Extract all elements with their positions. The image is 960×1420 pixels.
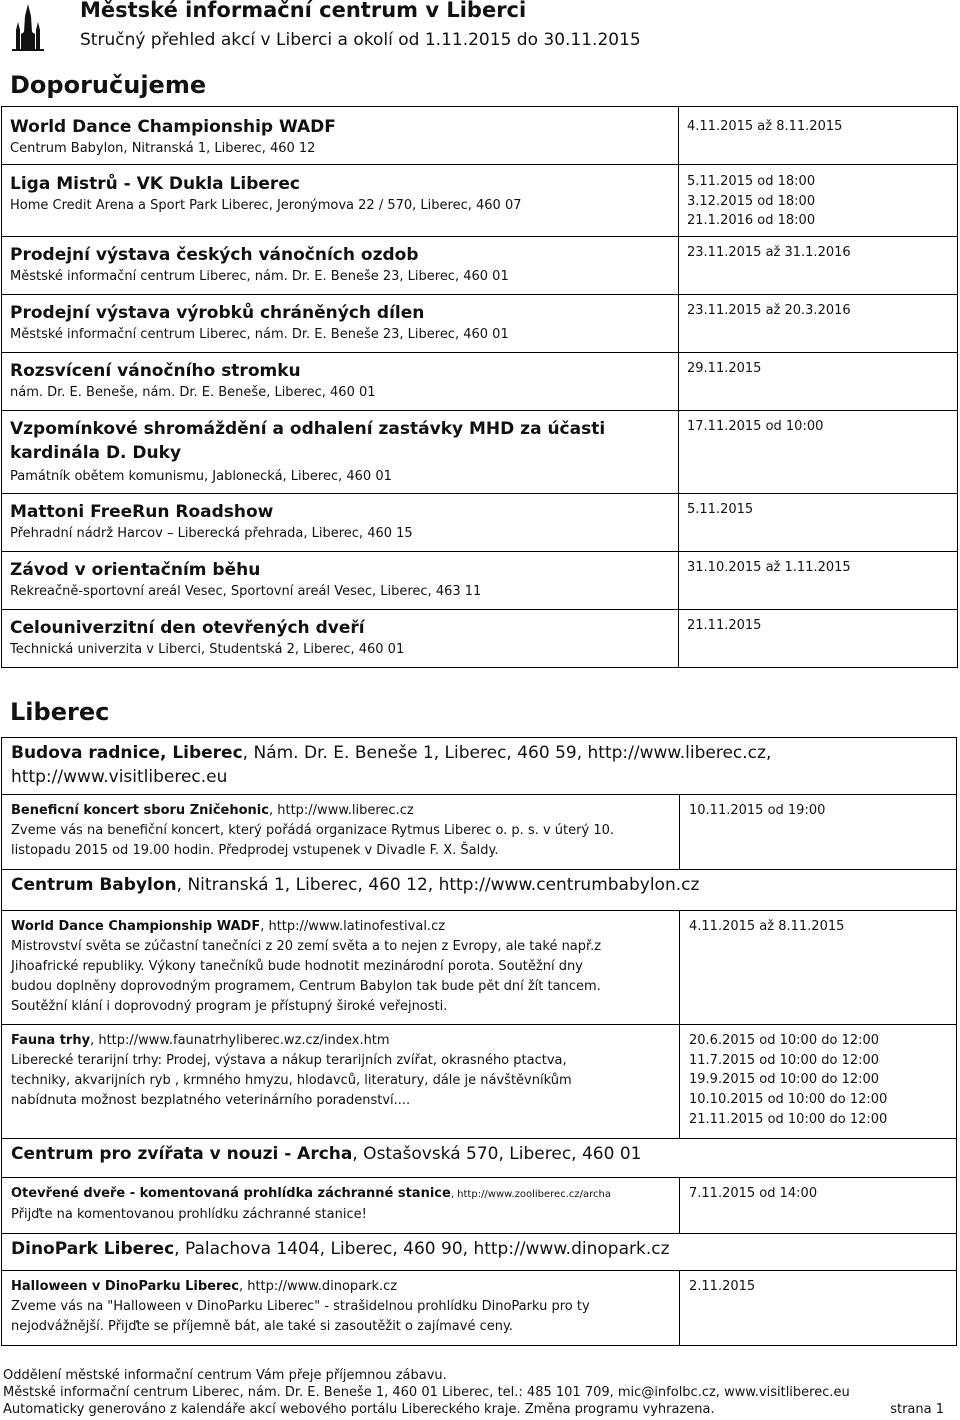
event-address: Centrum Babylon, Nitranská 1, Liberec, 460 12 <box>10 141 316 156</box>
event-title[interactable]: Rozsvícení vánočního stromku <box>10 361 301 381</box>
event-description: listopadu 2015 od 19.00 hodin. Předprodej vstupenek v Divadle F. X. Šaldy. <box>11 843 499 858</box>
event-title[interactable]: Mattoni FreeRun Roadshow <box>10 502 274 522</box>
event-row <box>1 1177 957 1234</box>
event-description: techniky, akvarijních ryb , krmného hmyzu, hlodavců, literatury, dále je návštěvníkům <box>11 1073 572 1088</box>
event-row <box>1 1270 957 1346</box>
event-title[interactable]: Prodejní výstava českých vánočních ozdob <box>10 245 419 265</box>
event-address: Městské informační centrum Liberec, nám. Dr. E. Beneše 23, Liberec, 460 01 <box>10 327 509 342</box>
event-date: 23.11.2015 až 31.1.2016 <box>687 245 851 260</box>
event-dates <box>680 911 956 1030</box>
event-date: 23.11.2015 až 20.3.2016 <box>687 303 851 318</box>
table-row <box>2 610 958 668</box>
event-date: 21.1.2016 od 18:00 <box>687 213 816 228</box>
event-row <box>1 910 957 1025</box>
table-row <box>2 237 958 295</box>
page-subtitle: Stručný přehled akcí v Liberci a okolí od 1.11.2015 do 30.11.2015 <box>80 30 641 50</box>
table-row <box>2 552 958 610</box>
venue-header <box>1 1233 957 1271</box>
event-link[interactable]: , http://www.dinopark.cz <box>238 1279 398 1294</box>
venue-name: DinoPark Liberec <box>11 1239 175 1259</box>
event-description: Přijďte na komentovanou prohlídku záchranné stanice! <box>11 1207 367 1222</box>
event-title[interactable]: Otevřené dveře - komentovaná prohlídka záchranné stanice <box>11 1186 451 1201</box>
event-description: nabídnuta možnost bezplatného veterinárního poradenství.... <box>11 1093 411 1108</box>
event-description: Liberecké terarijní trhy: Prodej, výstava a nákup terarijních zvířat, okrasného ptactva, <box>11 1053 567 1068</box>
event-title[interactable]: Halloween v DinoParku Liberec <box>11 1279 239 1294</box>
event-address: Rekreačně-sportovní areál Vesec, Sportovní areál Vesec, Liberec, 463 11 <box>10 584 482 599</box>
event-dates <box>680 795 956 875</box>
event-title[interactable]: Fauna trhy <box>11 1033 91 1048</box>
event-date: 4.11.2015 až 8.11.2015 <box>687 119 843 134</box>
event-cell <box>2 1025 680 1138</box>
event-link[interactable]: , http://www.zooliberec.cz/archa <box>450 1189 611 1200</box>
footer-greeting: Oddělení městské informační centrum Vám přeje příjemnou zábavu. <box>3 1368 447 1383</box>
recommended-heading: Doporučujeme <box>10 71 207 99</box>
event-title[interactable]: World Dance Championship WADF <box>11 919 261 934</box>
event-date: 5.11.2015 od 18:00 <box>687 174 816 189</box>
venue-header <box>1 869 957 911</box>
event-address: Přehradní nádrž Harcov – Liberecká přehrada, Liberec, 460 15 <box>10 526 413 541</box>
event-title[interactable]: Závod v orientačním běhu <box>10 560 261 580</box>
page-title: Městské informační centrum v Liberci <box>80 0 527 22</box>
event-title[interactable]: World Dance Championship WADF <box>10 117 336 137</box>
event-date: 4.11.2015 až 8.11.2015 <box>689 919 845 934</box>
venue-details: , Ostašovská 570, Liberec, 460 01 <box>352 1144 642 1164</box>
event-date: 5.11.2015 <box>687 502 754 517</box>
event-title[interactable]: Liga Mistrů - VK Dukla Liberec <box>10 174 300 194</box>
event-address: Technická univerzita v Liberci, Studentská 2, Liberec, 460 01 <box>10 642 405 657</box>
event-address: Městské informační centrum Liberec, nám. Dr. E. Beneše 23, Liberec, 460 01 <box>10 269 509 284</box>
event-date: 29.11.2015 <box>687 361 762 376</box>
event-dates <box>680 1178 956 1239</box>
event-title-continued[interactable]: kardinála D. Duky <box>10 443 182 463</box>
venue-details: , Nitranská 1, Liberec, 460 12, http://www.centrumbabylon.cz <box>176 875 700 895</box>
venue-name: Budova radnice, Liberec <box>11 743 243 763</box>
liberec-town-hall-logo <box>8 2 48 52</box>
event-row <box>1 794 957 870</box>
event-description: Jihoafrické republiky. Výkony tanečníků bude hodnotit mezinárodní porota. Soutěžní dny <box>11 959 583 974</box>
event-date: 20.6.2015 od 10:00 do 12:00 <box>689 1033 880 1048</box>
event-date: 19.9.2015 od 10:00 do 12:00 <box>689 1072 880 1088</box>
event-description: Soutěžní klání i doprovodný program je přístupný široké veřejnosti. <box>11 999 448 1014</box>
event-date: 7.11.2015 od 14:00 <box>689 1186 818 1201</box>
table-row <box>2 494 958 552</box>
venue-header <box>1 1138 957 1178</box>
recommended-table <box>1 106 958 668</box>
footer-note: Automaticky generováno z kalendáře akcí webového portálu Libereckého kraje. Změna programu vyhrazena. <box>3 1402 715 1417</box>
event-date: 3.12.2015 od 18:00 <box>687 193 816 209</box>
event-address: Home Credit Arena a Sport Park Liberec, Jeronýmova 22 / 570, Liberec, 460 07 <box>10 198 522 213</box>
event-cell <box>2 911 680 1024</box>
event-dates <box>680 1025 956 1144</box>
event-link[interactable]: , http://www.liberec.cz <box>268 803 414 818</box>
table-row <box>2 165 958 237</box>
table-row <box>2 295 958 353</box>
event-description: budou doplněny doprovodným programem, Centrum Babylon tak bude pět dní žít tancem. <box>11 979 601 994</box>
event-link[interactable]: , http://www.latinofestival.cz <box>260 919 446 934</box>
event-date: 10.11.2015 od 19:00 <box>689 803 826 818</box>
venue-header <box>1 737 957 795</box>
event-dates <box>680 1271 956 1351</box>
table-row <box>2 353 958 411</box>
venue-name: Centrum pro zvířata v nouzi - Archa <box>11 1144 353 1164</box>
event-row <box>1 1024 957 1139</box>
event-cell <box>2 1178 680 1233</box>
event-cell <box>2 795 680 869</box>
event-description: Zveme vás na "Halloween v DinoParku Liberec" - strašidelnou prohlídku DinoParku pro ty <box>11 1299 590 1314</box>
event-date: 17.11.2015 od 10:00 <box>687 419 824 434</box>
event-date: 31.10.2015 až 1.11.2015 <box>687 560 851 575</box>
event-date: 10.10.2015 od 10:00 do 12:00 <box>689 1092 888 1108</box>
event-description: Mistrovství světa se zúčastní tanečníci z 20 zemí světa a to nejen z Evropy, ale také např.z <box>11 939 602 954</box>
event-address: Památník obětem komunismu, Jablonecká, Liberec, 460 01 <box>10 469 392 484</box>
event-title[interactable]: Prodejní výstava výrobků chráněných dílen <box>10 303 425 323</box>
page-number: strana 1 <box>890 1402 944 1417</box>
event-address: nám. Dr. E. Beneše, nám. Dr. E. Beneše, Liberec, 460 01 <box>10 385 376 400</box>
event-date: 21.11.2015 od 10:00 do 12:00 <box>689 1111 888 1127</box>
footer-contact: Městské informační centrum Liberec, nám. Dr. E. Beneše 1, 460 01 Liberec, tel.: 485 101 709, mic@infolbc.cz, www.visitliberec.eu <box>3 1385 850 1400</box>
event-link[interactable]: , http://www.faunatrhyliberec.wz.cz/index.htm <box>90 1033 390 1048</box>
venue-details: , Palachova 1404, Liberec, 460 90, http://www.dinopark.cz <box>174 1239 670 1259</box>
event-cell <box>2 1271 680 1345</box>
venue-name: Centrum Babylon <box>11 875 177 895</box>
event-description: nejodvážnější. Přijďte se příjemně bát, ale také si zasoutěžit o zajímavé ceny. <box>11 1319 513 1334</box>
event-title[interactable]: Beneficní koncert sboru Zničehonic <box>11 803 269 818</box>
event-date: 21.11.2015 <box>687 618 762 633</box>
event-title[interactable]: Vzpomínkové shromáždění a odhalení zastávky MHD za účasti <box>10 419 606 439</box>
event-date: 11.7.2015 od 10:00 do 12:00 <box>689 1052 880 1068</box>
table-row <box>2 411 958 494</box>
event-date: 2.11.2015 <box>689 1279 756 1294</box>
venue-details: , Nám. Dr. E. Beneše 1, Liberec, 460 59, http://www.liberec.cz, <box>242 743 772 763</box>
liberec-heading: Liberec <box>10 698 110 726</box>
event-description: Zveme vás na benefiční koncert, který pořádá organizace Rytmus Liberec o. p. s. v úterý 10. <box>11 823 614 838</box>
event-title[interactable]: Celouniverzitní den otevřených dveří <box>10 618 365 638</box>
venue-details-continued: http://www.visitliberec.eu <box>11 767 228 787</box>
table-row <box>2 107 958 165</box>
